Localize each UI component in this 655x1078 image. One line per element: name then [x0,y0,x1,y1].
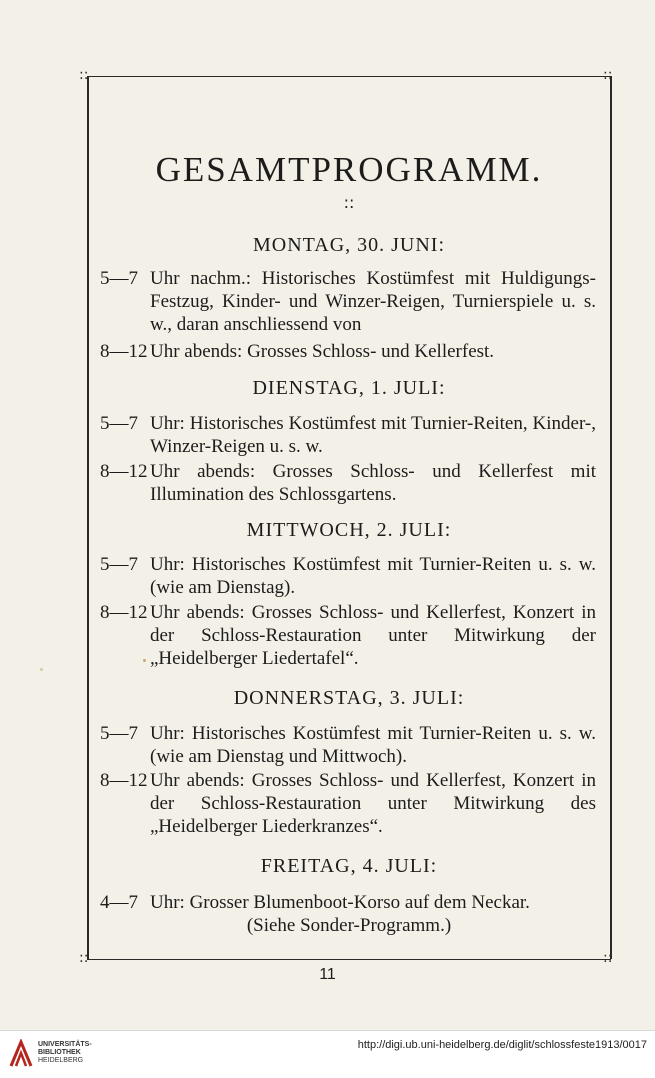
day-heading-dienstag: DIENSTAG, 1. JULI: [252,377,446,399]
schedule-entry [100,340,596,363]
corner-mark-bottom-left: :: [79,950,89,966]
entry-text: Uhr: Historisches Kostümfest mit Turnier-Reiten u. s. w. (wie am Dienstag). [150,554,596,598]
viewer-footer [0,1030,655,1078]
schedule-note [87,914,611,937]
entry-text: Uhr abends: Grosses Schloss- und Kellerfest, Konzert in der Schloss-Restauration unter Mitwirkung des „Heidelberger Liederkranzes“. [150,770,596,837]
entry-time: 4—7 [100,892,138,913]
entry-text: Uhr: Historisches Kostümfest mit Turnier-Reiten, Kinder-, Winzer-Reigen u. s. w. [150,413,596,457]
schedule-entry [100,601,596,670]
library-name [38,1041,92,1065]
paper-speck [40,668,43,671]
entry-time: 5—7 [100,413,138,434]
entry-text: Uhr: Historisches Kostümfest mit Turnier-Reiten u. s. w. (wie am Dienstag und Mittwoch). [150,723,596,767]
permalink-url[interactable]: http://digi.ub.uni-heidelberg.de/diglit/schlossfeste1913/0017 [357,1039,647,1051]
schedule-entry [100,891,596,914]
ub-heidelberg-logo-icon[interactable] [8,1039,34,1074]
entry-text: Uhr nachm.: Historisches Kostümfest mit Huldigungs-Festzug, Kinder- und Winzer-Reigen, Turnierspiele u. s. w., daran anschliessend von [150,268,596,335]
corner-mark-bottom-right: :: [603,950,613,966]
entry-text: Uhr abends: Grosses Schloss- und Kellerfest, Konzert in der Schloss-Restauration unter Mitwirkung der „Heidelberger Liedertafel“. [150,602,596,669]
schedule-entry [100,769,596,838]
schedule-entry [100,460,596,506]
schedule-entry [100,553,596,599]
entry-time: 5—7 [100,723,138,744]
entry-time: 8—12 [100,341,148,362]
entry-text: Uhr: Grosser Blumenboot-Korso auf dem Neckar. [150,892,530,913]
paper-speck [143,659,146,662]
entry-time: 5—7 [100,268,138,289]
entry-time: 8—12 [100,770,148,791]
title-ornament: :: [343,193,355,212]
library-name-line: BIBLIOTHEK [38,1049,81,1056]
entry-time: 5—7 [100,554,138,575]
page-title: GESAMTPROGRAMM. [155,150,543,189]
entry-text: (Siehe Sonder-Programm.) [246,915,452,936]
library-name-line: HEIDELBERG [38,1057,84,1064]
day-heading-donnerstag: DONNERSTAG, 3. JULI: [233,687,465,709]
entry-time: 8—12 [100,602,148,623]
schedule-entry [100,412,596,458]
entry-time: 8—12 [100,461,148,482]
library-name-line: UNIVERSITÄTS- [38,1041,92,1048]
schedule-entry [100,722,596,768]
entry-text: Uhr abends: Grosses Schloss- und Kellerfest. [150,341,495,362]
entry-text: Uhr abends: Grosses Schloss- und Kellerfest mit Illumination des Schlossgartens. [150,461,596,505]
day-heading-mittwoch: MITTWOCH, 2. JULI: [246,519,452,541]
corner-mark-top-left: :: [79,67,89,83]
corner-mark-top-right: :: [603,67,613,83]
day-heading-freitag: FREITAG, 4. JULI: [260,855,438,877]
schedule-entry [100,267,596,336]
page-number: 11 [319,966,336,983]
day-heading-montag: MONTAG, 30. JUNI: [252,234,446,256]
